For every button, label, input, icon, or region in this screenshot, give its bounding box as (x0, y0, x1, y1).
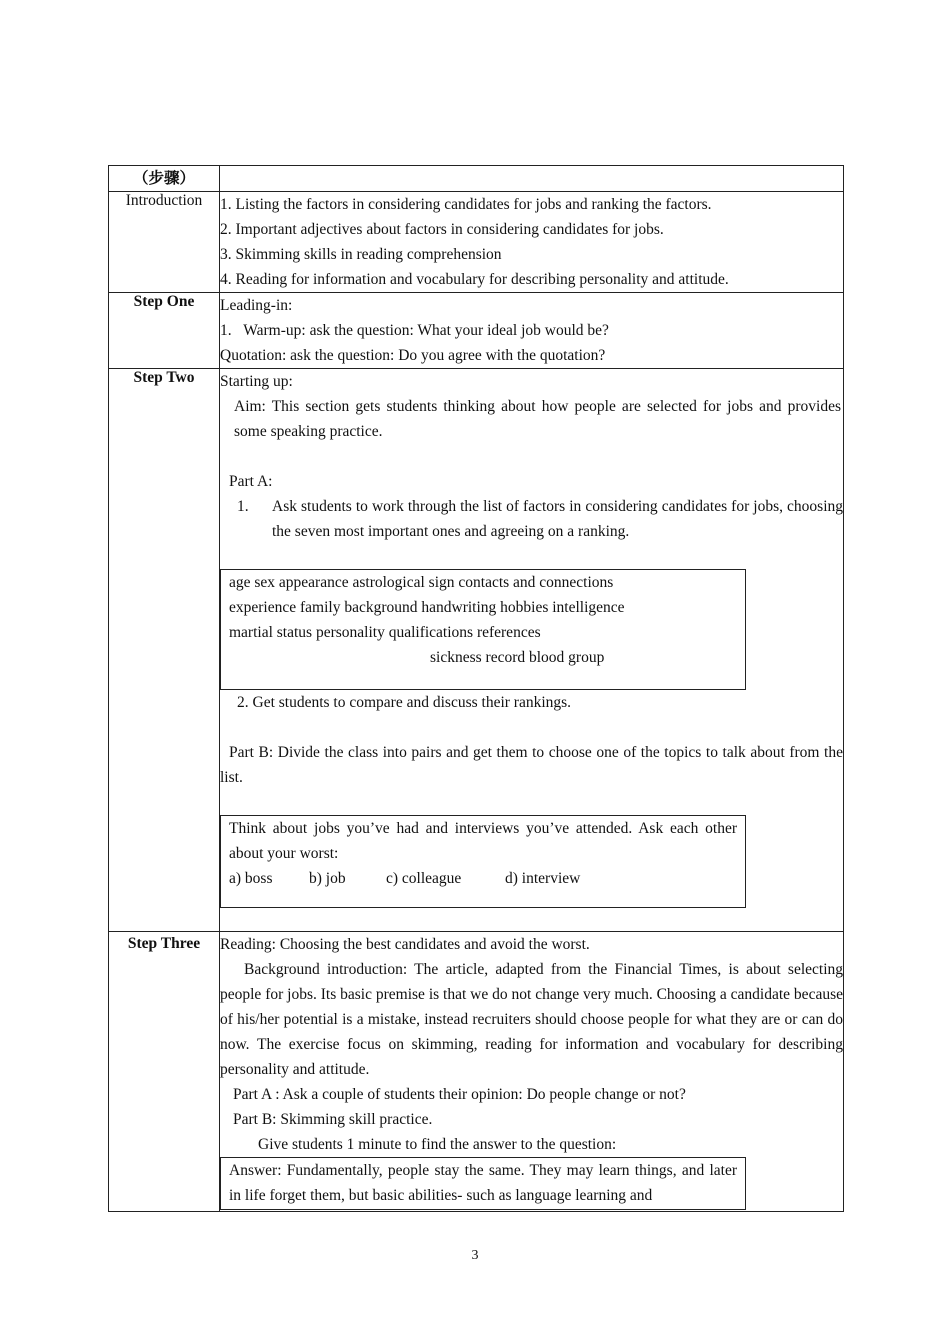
header-row (109, 166, 844, 192)
topic-option: c) colleague (386, 870, 462, 887)
step-two-label: Step Two (109, 369, 220, 932)
factors-line: experience family background handwriting hobbies intelligence (229, 599, 625, 616)
factors-line: sickness record blood group (430, 649, 605, 666)
background-paragraph (220, 957, 843, 1082)
introduction-row (109, 192, 844, 293)
header-content (220, 166, 844, 192)
introduction-item: 4. Reading for information and vocabulary for describing personality and attitude. (220, 271, 729, 288)
step-one-line: 1. Warm-up: ask the question: What your ideal job would be? (220, 322, 609, 339)
step-three-part-b: Part B: Skimming skill practice. (233, 1111, 433, 1128)
part-b-text: Part B: Divide the class into pairs and get them to choose one of the topics to talk about from the list. (220, 744, 843, 786)
step-two-content (220, 369, 844, 932)
page-number: 3 (471, 1248, 479, 1263)
topic-option: a) boss (229, 870, 273, 887)
factors-line: martial status personality qualifications references (229, 624, 541, 641)
introduction-content (220, 192, 844, 293)
part-a-heading: Part A: (229, 473, 273, 490)
aim-text: Aim: This section gets students thinking about how people are selected for jobs and provides some speaking practice. (234, 398, 841, 440)
starting-up-heading: Starting up: (220, 373, 293, 390)
topics-intro: Think about jobs you’ve had and interviews you’ve attended. Ask each other about your worst: (229, 820, 737, 862)
step-one-row (109, 293, 844, 369)
part-a-item-1-number: 1. (237, 498, 249, 515)
step-three-part-a: Part A : Ask a couple of students their opinion: Do people change or not? (233, 1086, 686, 1103)
lesson-plan-table (108, 165, 844, 1212)
step-three-content (220, 932, 844, 1212)
topic-option: d) interview (505, 870, 581, 887)
step-one-content (220, 293, 844, 369)
step-three-label: Step Three (109, 932, 220, 1212)
part-a-item-1 (220, 494, 843, 544)
answer-text: Answer: Fundamentally, people stay the same. They may learn things, and later in life forget them, but basic abilities- such as language learning and (229, 1162, 737, 1204)
aim-paragraph (220, 394, 843, 444)
step-one-line: Leading-in: (220, 297, 293, 314)
factors-box (220, 569, 746, 690)
background-text: Background introduction: The article, adapted from the Financial Times, is about selecting people for jobs. Its basic premise is that we do not change very much. Choosing a candidate because of his/her potential is a mistake, instead recruiters should choose people for what they are or can do now. The exercise focus on skimming, reading for information and vocabulary for describing personality and attitude. (220, 961, 843, 1078)
part-b-paragraph (220, 740, 843, 790)
step-two-row (109, 369, 844, 932)
factors-line: age sex appearance astrological sign contacts and connections (229, 574, 614, 591)
skimming-instruction: Give students 1 minute to find the answer to the question: (258, 1136, 617, 1153)
step-one-line: Quotation: ask the question: Do you agree with the quotation? (220, 347, 606, 364)
header-label: （步骤） (109, 166, 220, 192)
topic-option: b) job (309, 870, 346, 887)
step-three-row (109, 932, 844, 1212)
introduction-label: Introduction (109, 192, 220, 293)
topics-options (229, 866, 737, 891)
reading-heading: Reading: Choosing the best candidates and avoid the worst. (220, 936, 590, 953)
topics-box (220, 815, 746, 908)
introduction-item: 1. Listing the factors in considering candidates for jobs and ranking the factors. (220, 196, 712, 213)
answer-box (220, 1157, 746, 1210)
part-a-item-1-text: Ask students to work through the list of factors in considering candidates for jobs, choosing the seven most important ones and agreeing on a ranking. (272, 498, 843, 540)
introduction-item: 3. Skimming skills in reading comprehension (220, 246, 502, 263)
step-one-label: Step One (109, 293, 220, 369)
part-a-item-2: 2. Get students to compare and discuss their rankings. (237, 694, 572, 711)
introduction-item: 2. Important adjectives about factors in considering candidates for jobs. (220, 221, 664, 238)
